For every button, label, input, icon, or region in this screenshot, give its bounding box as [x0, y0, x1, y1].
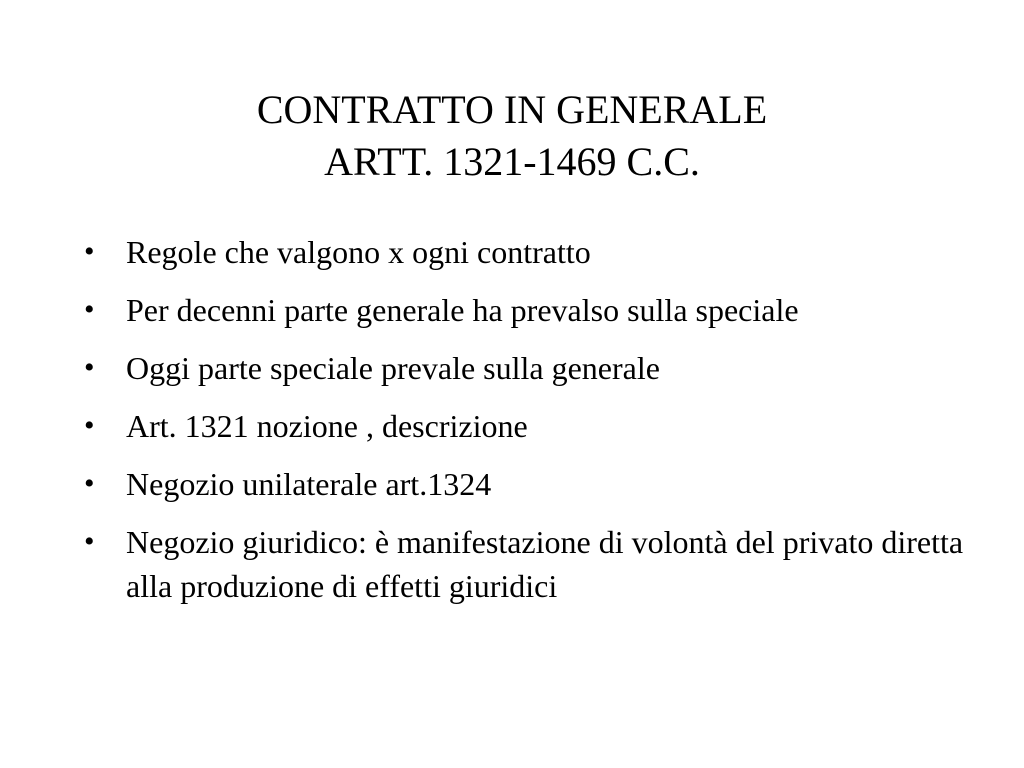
title-line-1: CONTRATTO IN GENERALE — [256, 87, 768, 132]
bullet-icon: • — [84, 409, 95, 442]
bullet-item-5 — [84, 462, 984, 506]
slide-title — [0, 84, 1024, 188]
bullet-icon: • — [84, 467, 95, 500]
bullet-item-6 — [84, 520, 984, 608]
bullet-icon: • — [84, 235, 95, 268]
bullet-text: Per decenni parte generale ha prevalso sulla speciale — [126, 292, 799, 328]
bullet-item-3 — [84, 346, 984, 390]
title-line-2: ARTT. 1321-1469 C.C. — [324, 139, 700, 184]
bullet-text: Regole che valgono x ogni contratto — [126, 234, 591, 270]
bullet-item-4 — [84, 404, 984, 448]
bullet-icon: • — [84, 351, 95, 384]
bullet-text: Negozio unilaterale art.1324 — [126, 466, 492, 502]
bullet-list — [84, 230, 984, 622]
bullet-text: Oggi parte speciale prevale sulla generale — [126, 350, 660, 386]
bullet-icon: • — [84, 525, 95, 558]
bullet-text: Art. 1321 nozione , descrizione — [126, 408, 528, 444]
bullet-item-2 — [84, 288, 984, 332]
bullet-text: Negozio giuridico: è manifestazione di volontà del privato diretta alla produzione di effetti giuridici — [126, 524, 964, 604]
bullet-item-1 — [84, 230, 984, 274]
bullet-icon: • — [84, 293, 95, 326]
